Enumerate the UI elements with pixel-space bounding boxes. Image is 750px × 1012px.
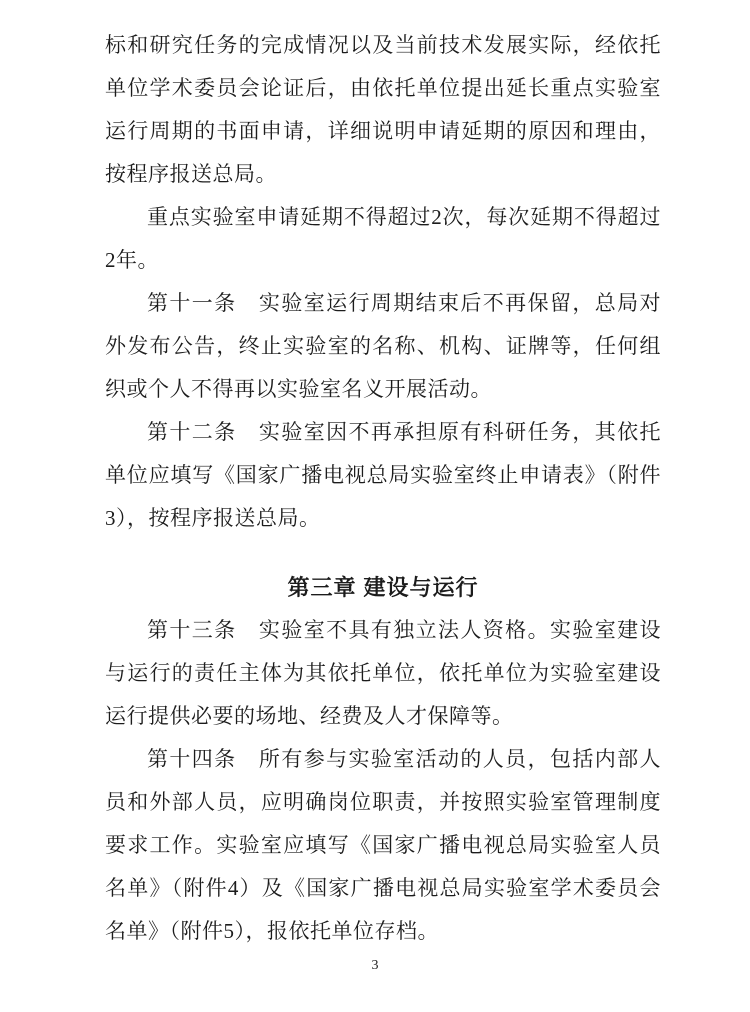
chapter-3-heading: 第三章 建设与运行: [287, 575, 479, 600]
paragraph-article-13: 第十三条 实验室不具有独立法人资格。实验室建设与运行的责任主体为其依托单位，依托单位为实验室建设运行提供必要的场地、经费及人才保障等。: [105, 618, 661, 728]
paragraph-extension-limit: 重点实验室申请延期不得超过2次，每次延期不得超过2年。: [105, 205, 661, 272]
paragraph-continuation: 标和研究任务的完成情况以及当前技术发展实际，经依托单位学术委员会论证后，由依托单位提出延长重点实验室运行周期的书面申请，详细说明申请延期的原因和理由，按程序报送总局。: [105, 33, 661, 186]
paragraph-article-11: 第十一条 实验室运行周期结束后不再保留，总局对外发布公告，终止实验室的名称、机构、证牌等，任何组织或个人不得再以实验室名义开展活动。: [105, 291, 661, 401]
paragraph-article-14: 第十四条 所有参与实验室活动的人员，包括内部人员和外部人员，应明确岗位职责，并按照实验室管理制度要求工作。实验室应填写《国家广播电视总局实验室人员名单》（附件4）及《国家广播电视总局实验室学术委员会名单》（附件5），报依托单位存档。: [105, 747, 661, 943]
paragraph-article-12: 第十二条 实验室因不再承担原有科研任务，其依托单位应填写《国家广播电视总局实验室终止申请表》（附件 3），按程序报送总局。: [105, 420, 661, 530]
page-number: 3: [371, 958, 379, 973]
